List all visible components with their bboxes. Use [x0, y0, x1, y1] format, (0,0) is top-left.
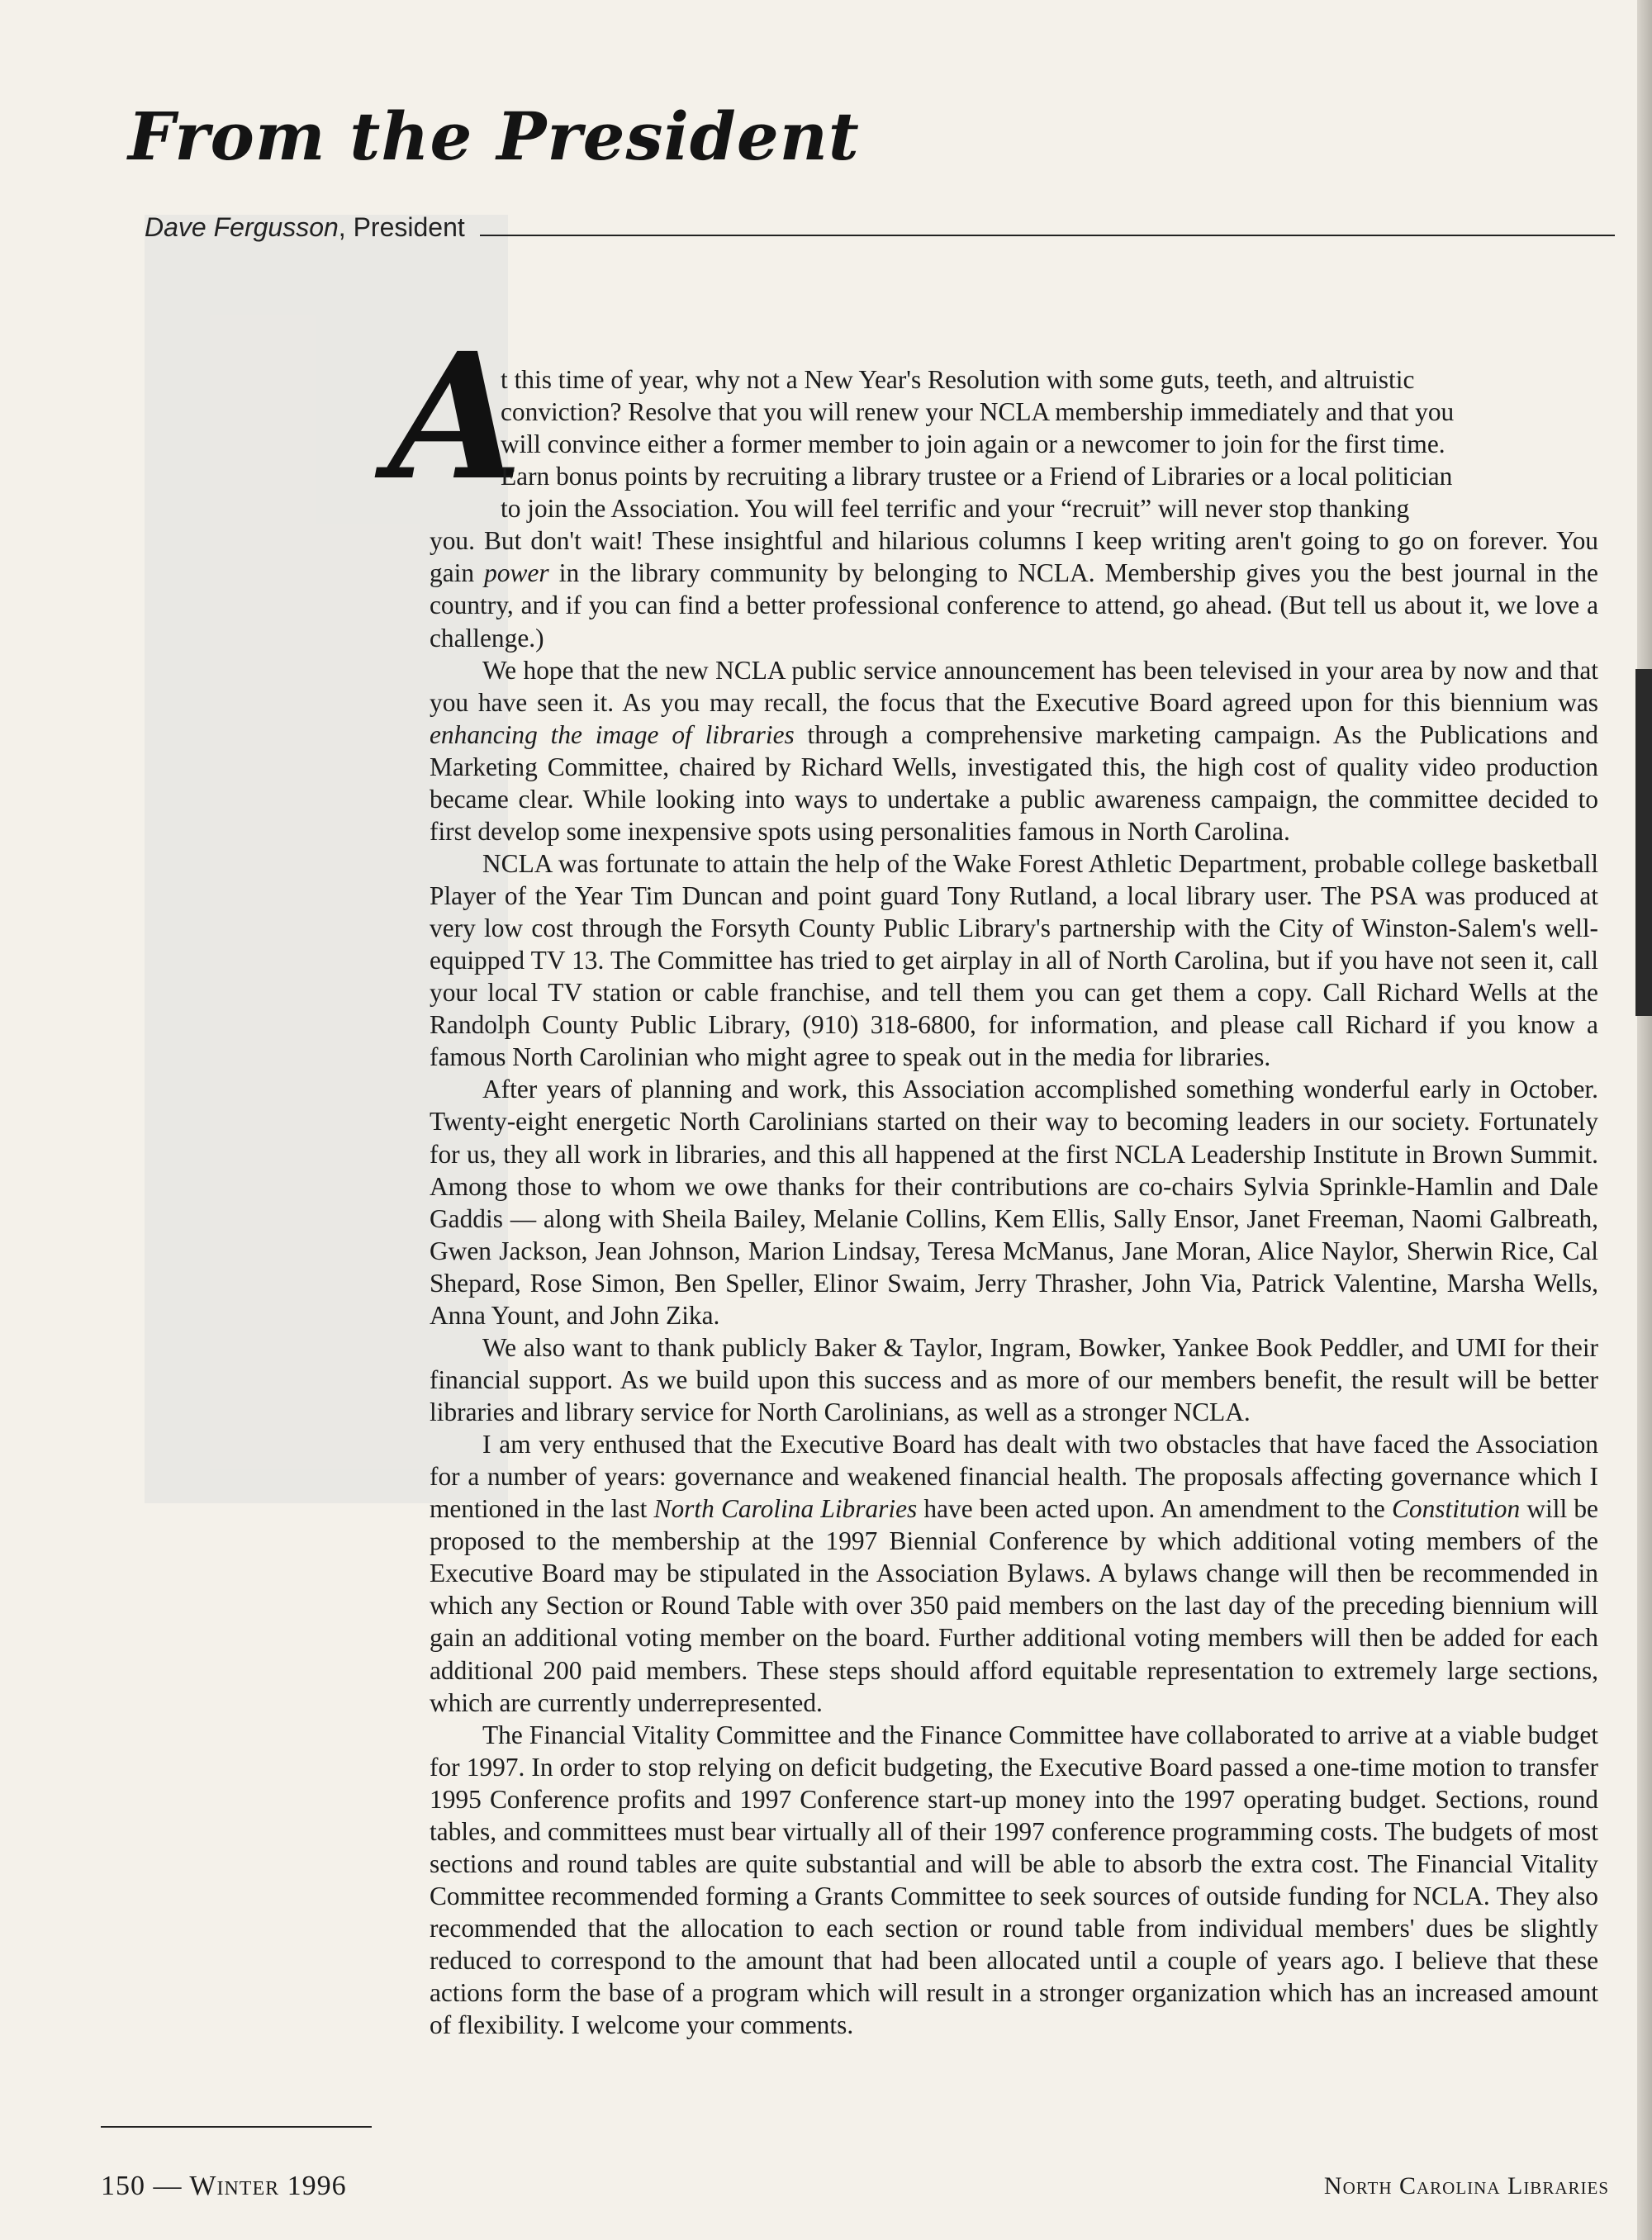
byline-rule [480, 235, 1615, 236]
paragraph-text: have been acted upon. An amendment to the [917, 1494, 1392, 1524]
paragraph-6 [430, 1428, 1598, 1719]
paragraph-text: will be proposed to the membership at the 1997 Biennial Conference by which additional voting members of the Executive Board may be stipulated in the Association Bylaws. A bylaws change will then be recommended in which any Section or Round Table with over 350 paid members on the last day of the preceding biennium will gain an additional voting member on the board. Further additional voting members will then be added for each additional 200 paid members. These steps should afford equitable representation to extremely large sections, which are currently underrepresented. [430, 1494, 1598, 1717]
emphasis: enhancing the image of libraries [430, 719, 795, 749]
lead-line: conviction? Resolve that you will renew your NCLA membership immediately and that you [501, 397, 1455, 427]
paragraph-3: NCLA was fortunate to attain the help of the Wake Forest Athletic Department, probable college basketball Player of the Year Tim Duncan and point guard Tony Rutland, a local library user. The PSA was produced at very low cost through the Forsyth County Public Library's partnership with the City of Winston-Salem's well-equipped TV 13. The Committee has tried to get airplay in all of North Carolina, but if you have not seen it, call your local TV station or cable franchise, and tell them you can get them a copy. Call Richard Wells at the Randolph County Public Library, (910) 318-6800, for information, and please call Richard if you know a famous North Carolinian who might agree to speak out in the media for libraries. [430, 848, 1598, 1072]
paragraph-text: through a comprehensive marketing campaign. As the Publications and Marketing Committee, chaired by Richard Wells, investigated this, the high cost of quality video production became clear. While looking into ways to undertake a public awareness campaign, the committee decided to first develop some inexpensive spots using personalities famous in North Carolina. [430, 719, 1598, 846]
page-edge-mark [1635, 669, 1652, 1016]
lead-line: to join the Association. You will feel terrific and your “recruit” will never stop thanking [501, 494, 1410, 524]
paragraph-5: We also want to thank publicly Baker & Taylor, Ingram, Bowker, Yankee Book Peddler, and UMI for their financial support. As we build upon this success and as more of our members benefit, the result will be better libraries and library service for North Carolinians, as well as a stronger NCLA. [430, 1332, 1598, 1426]
running-title: North Carolina Libraries [1323, 2172, 1609, 2200]
emphasis: North Carolina Libraries [653, 1494, 918, 1524]
paragraph-4: After years of planning and work, this Association accomplished something wonderful early in October. Twenty-eight energetic North Carolinians started on their way to becoming leaders in our society. Fortunately for us, they all work in libraries, and this all happened at the first NCLA Leadership Institute in Brown Summit. Among those to whom we owe thanks for their contributions are co-chairs Sylvia Sprinkle-Hamlin and Dale Gaddis — along with Sheila Bailey, Melanie Collins, Kem Ellis, Sally Ensor, Janet Freeman, Naomi Galbreath, Gwen Jackson, Jean Johnson, Marion Lindsay, Teresa McManus, Jane Moran, Alice Naylor, Sherwin Rice, Cal Shepard, Rose Simon, Ben Speller, Elinor Swaim, Jerry Thrasher, John Via, Patrick Valentine, Marsha Wells, Anna Yount, and John Zika. [430, 1075, 1598, 1330]
paragraph-1 [430, 363, 1598, 654]
emphasis: power [484, 558, 549, 588]
paragraph-2 [430, 654, 1598, 847]
author-name: Dave Fergusson [145, 212, 339, 242]
paragraph-text: in the library community by belonging to NCLA. Membership gives you the best journal in the country, and if you can find a better professional conference to attend, go ahead. (But tell us about it, we love a challenge.) [430, 558, 1598, 653]
paragraph-text: We hope that the new NCLA public service announcement has been televised in your area by now and that you have seen it. As you may recall, the focus that the Executive Board agreed upon for this biennium was [430, 655, 1598, 717]
author-role: , President [338, 212, 465, 242]
article-body [430, 363, 1598, 2041]
lead-line: t this time of year, why not a New Year's Resolution with some guts, teeth, and altruistic [501, 365, 1415, 394]
emphasis: Constitution [1391, 1494, 1521, 1524]
paragraph-text: you. But don't wait! These insightful and hilarious columns I keep writing aren't going to go on forever. You gain [430, 526, 1598, 588]
lead-lines [430, 363, 1598, 524]
paragraph-7: The Financial Vitality Committee and the Finance Committee have collaborated to arrive at a viable budget for 1997. In order to stop relying on deficit budgeting, the Executive Board passed a one-time motion to transfer 1995 Conference profits and 1997 Conference start-up money into the 1997 operating budget. Sections, round tables, and committees must bear virtually all of their 1997 conference programming costs. The budgets of most sections and round tables are quite substantial and will be able to absorb the extra cost. The Financial Vitality Committee recommended forming a Grants Committee to seek sources of outside funding for NCLA. They also recommended that the allocation to each section or round table from individual members' dues be slightly reduced to correspond to the amount that had been allocated until a couple of years ago. I believe that these actions form the base of a program which will result in a stronger organization which has an increased amount of flexibility. I welcome your comments. [430, 1720, 1598, 2040]
lead-line: Earn bonus points by recruiting a library trustee or a Friend of Libraries or a local politician [501, 462, 1453, 491]
page-title: From the President [128, 97, 860, 175]
lead-line: will convince either a former member to join again or a newcomer to join for the first time. [501, 429, 1446, 459]
footer-rule [101, 2126, 372, 2128]
byline [145, 210, 1615, 243]
page-folio: 150 — Winter 1996 [101, 2171, 347, 2201]
page-spine-edge [1637, 0, 1652, 2240]
paragraph-text: I am very enthused that the Executive Board has dealt with two obstacles that have faced the Association for a number of years: governance and weakened financial health. The proposals affecting governance which I mentioned in the last [430, 1430, 1598, 1524]
drop-cap: A [388, 315, 523, 519]
